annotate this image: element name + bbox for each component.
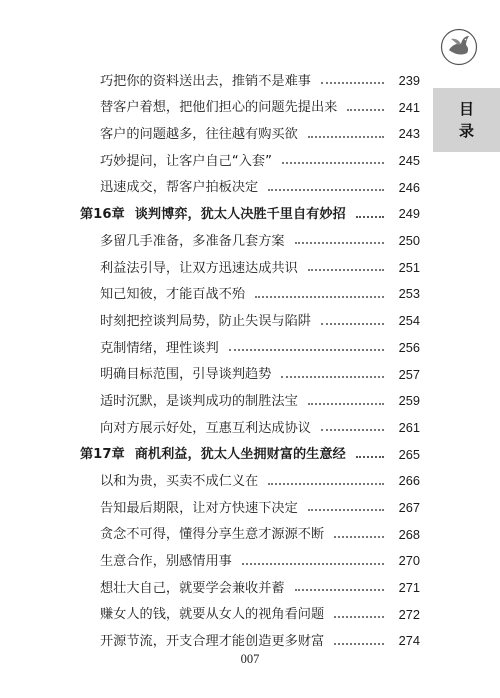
toc-entry-row[interactable] [80, 495, 420, 522]
side-tab-char-2: 录 [458, 122, 474, 140]
toc-entry-row[interactable] [80, 68, 420, 95]
dot-leader [356, 216, 384, 218]
toc-title: 谈判博弈，犹太人决胜千里自有妙招 [134, 207, 346, 223]
toc-entry-row[interactable] [80, 602, 420, 629]
dot-leader [282, 162, 384, 164]
toc-entry-row[interactable] [80, 228, 420, 255]
dot-leader [347, 109, 384, 111]
toc-page-number: 256 [398, 339, 420, 355]
toc-page-number: 261 [398, 419, 420, 435]
toc-page-number: 272 [398, 606, 420, 622]
side-tab-char-1: 目 [458, 100, 474, 118]
toc-title: 客户的问题越多，往往越有购买欲 [100, 127, 298, 143]
toc-title: 巧把你的资料送出去，推销不是难事 [100, 73, 311, 89]
toc-entry-row[interactable] [80, 468, 420, 495]
toc-page-number: 241 [398, 99, 420, 115]
toc-entry-row[interactable] [80, 548, 420, 575]
toc-page-number: 271 [398, 580, 420, 595]
toc-title: 生意合作，别感情用事 [100, 554, 232, 570]
toc-title: 知己知彼，才能百战不殆 [100, 287, 246, 303]
toc-page-number: 246 [398, 179, 420, 195]
page-number: 007 [240, 652, 260, 666]
dot-leader [295, 242, 384, 244]
toc-page-number: 249 [398, 206, 420, 222]
toc-title: 克制情绪，理性谈判 [100, 340, 219, 356]
toc-page-number: 274 [398, 633, 420, 649]
toc-entry-row[interactable] [80, 388, 420, 415]
toc-page-number: 251 [398, 259, 420, 275]
toc-entry-row[interactable] [80, 522, 420, 549]
toc-title: 以和为贵，买卖不成仁义在 [100, 474, 259, 490]
toc-entry-row[interactable] [80, 255, 420, 282]
toc-entry-row[interactable] [80, 95, 420, 122]
toc-entry-row[interactable] [80, 121, 420, 148]
dot-leader [334, 643, 384, 645]
dot-leader [242, 563, 384, 565]
toc-page-number: 243 [398, 126, 420, 142]
toc-title: 替客户着想，把他们担心的问题先提出来 [100, 100, 338, 116]
toc-title: 贪念不可得，懂得分享生意才源源不断 [100, 527, 325, 543]
toc-page-number: 254 [398, 313, 420, 329]
toc-entry-row[interactable] [80, 335, 420, 362]
dot-leader [308, 269, 384, 271]
toc-title: 告知最后期限，让对方快速下决定 [100, 500, 298, 516]
toc-title: 适时沉默，是谈判成功的制胜法宝 [100, 393, 298, 409]
toc-page-number: 267 [398, 499, 420, 515]
dot-leader [334, 536, 384, 538]
toc-side-tab [433, 88, 500, 152]
dove-logo-icon [440, 28, 478, 66]
toc-chapter-row[interactable] [80, 442, 420, 469]
toc-title: 时刻把控谈判局势，防止失误与陷阱 [100, 313, 311, 329]
toc-title: 利益法引导，让双方迅速达成共识 [100, 260, 298, 276]
toc-page-number: 250 [398, 233, 420, 249]
toc-entry-row[interactable] [80, 308, 420, 335]
toc-title: 赚女人的钱，就要从女人的视角看问题 [100, 607, 325, 623]
dot-leader [356, 456, 384, 458]
dot-leader [281, 376, 384, 378]
toc-page-number: 270 [398, 553, 420, 569]
dot-leader [295, 589, 384, 591]
toc-entry-row[interactable] [80, 282, 420, 309]
dot-leader [334, 616, 384, 618]
chapter-number: 第17章 [80, 447, 125, 463]
dot-leader [321, 429, 384, 431]
toc-title: 商机利益，犹太人坐拥财富的生意经 [134, 447, 346, 463]
toc-entry-row[interactable] [80, 575, 420, 602]
toc-title: 巧妙提问，让客户自己“入套” [100, 153, 272, 169]
dot-leader [268, 189, 384, 191]
toc-page-number: 257 [398, 366, 420, 382]
toc-entry-row[interactable] [80, 362, 420, 389]
dot-leader [308, 403, 384, 405]
toc-entry-row[interactable] [80, 148, 420, 175]
dot-leader [308, 509, 384, 511]
dot-leader [321, 82, 384, 84]
toc-page-number: 265 [398, 446, 420, 462]
dot-leader [229, 349, 384, 351]
dot-leader [255, 296, 384, 298]
toc-entry-row[interactable] [80, 415, 420, 442]
toc-entry-row[interactable] [80, 175, 420, 202]
toc-title: 想壮大自己，就要学会兼收并蓄 [100, 580, 285, 596]
table-of-contents [80, 68, 420, 655]
toc-chapter-row[interactable] [80, 201, 420, 228]
toc-page-number: 266 [398, 473, 420, 489]
toc-page-number: 253 [398, 286, 420, 302]
toc-title: 明确目标范围，引导谈判趋势 [100, 367, 272, 383]
dot-leader [268, 483, 384, 485]
toc-title: 向对方展示好处，互惠互利达成协议 [100, 420, 311, 436]
toc-title: 开源节流，开支合理才能创造更多财富 [100, 634, 325, 650]
toc-page-number: 259 [398, 393, 420, 409]
toc-title: 迅速成交，帮客户拍板决定 [100, 180, 259, 196]
chapter-number: 第16章 [80, 207, 125, 223]
toc-page-number: 268 [398, 526, 420, 542]
dot-leader [308, 136, 384, 138]
toc-page-number: 239 [398, 72, 420, 88]
dot-leader [321, 323, 384, 325]
toc-title: 多留几手准备，多准备几套方案 [100, 233, 285, 249]
toc-page-number: 245 [398, 153, 420, 168]
